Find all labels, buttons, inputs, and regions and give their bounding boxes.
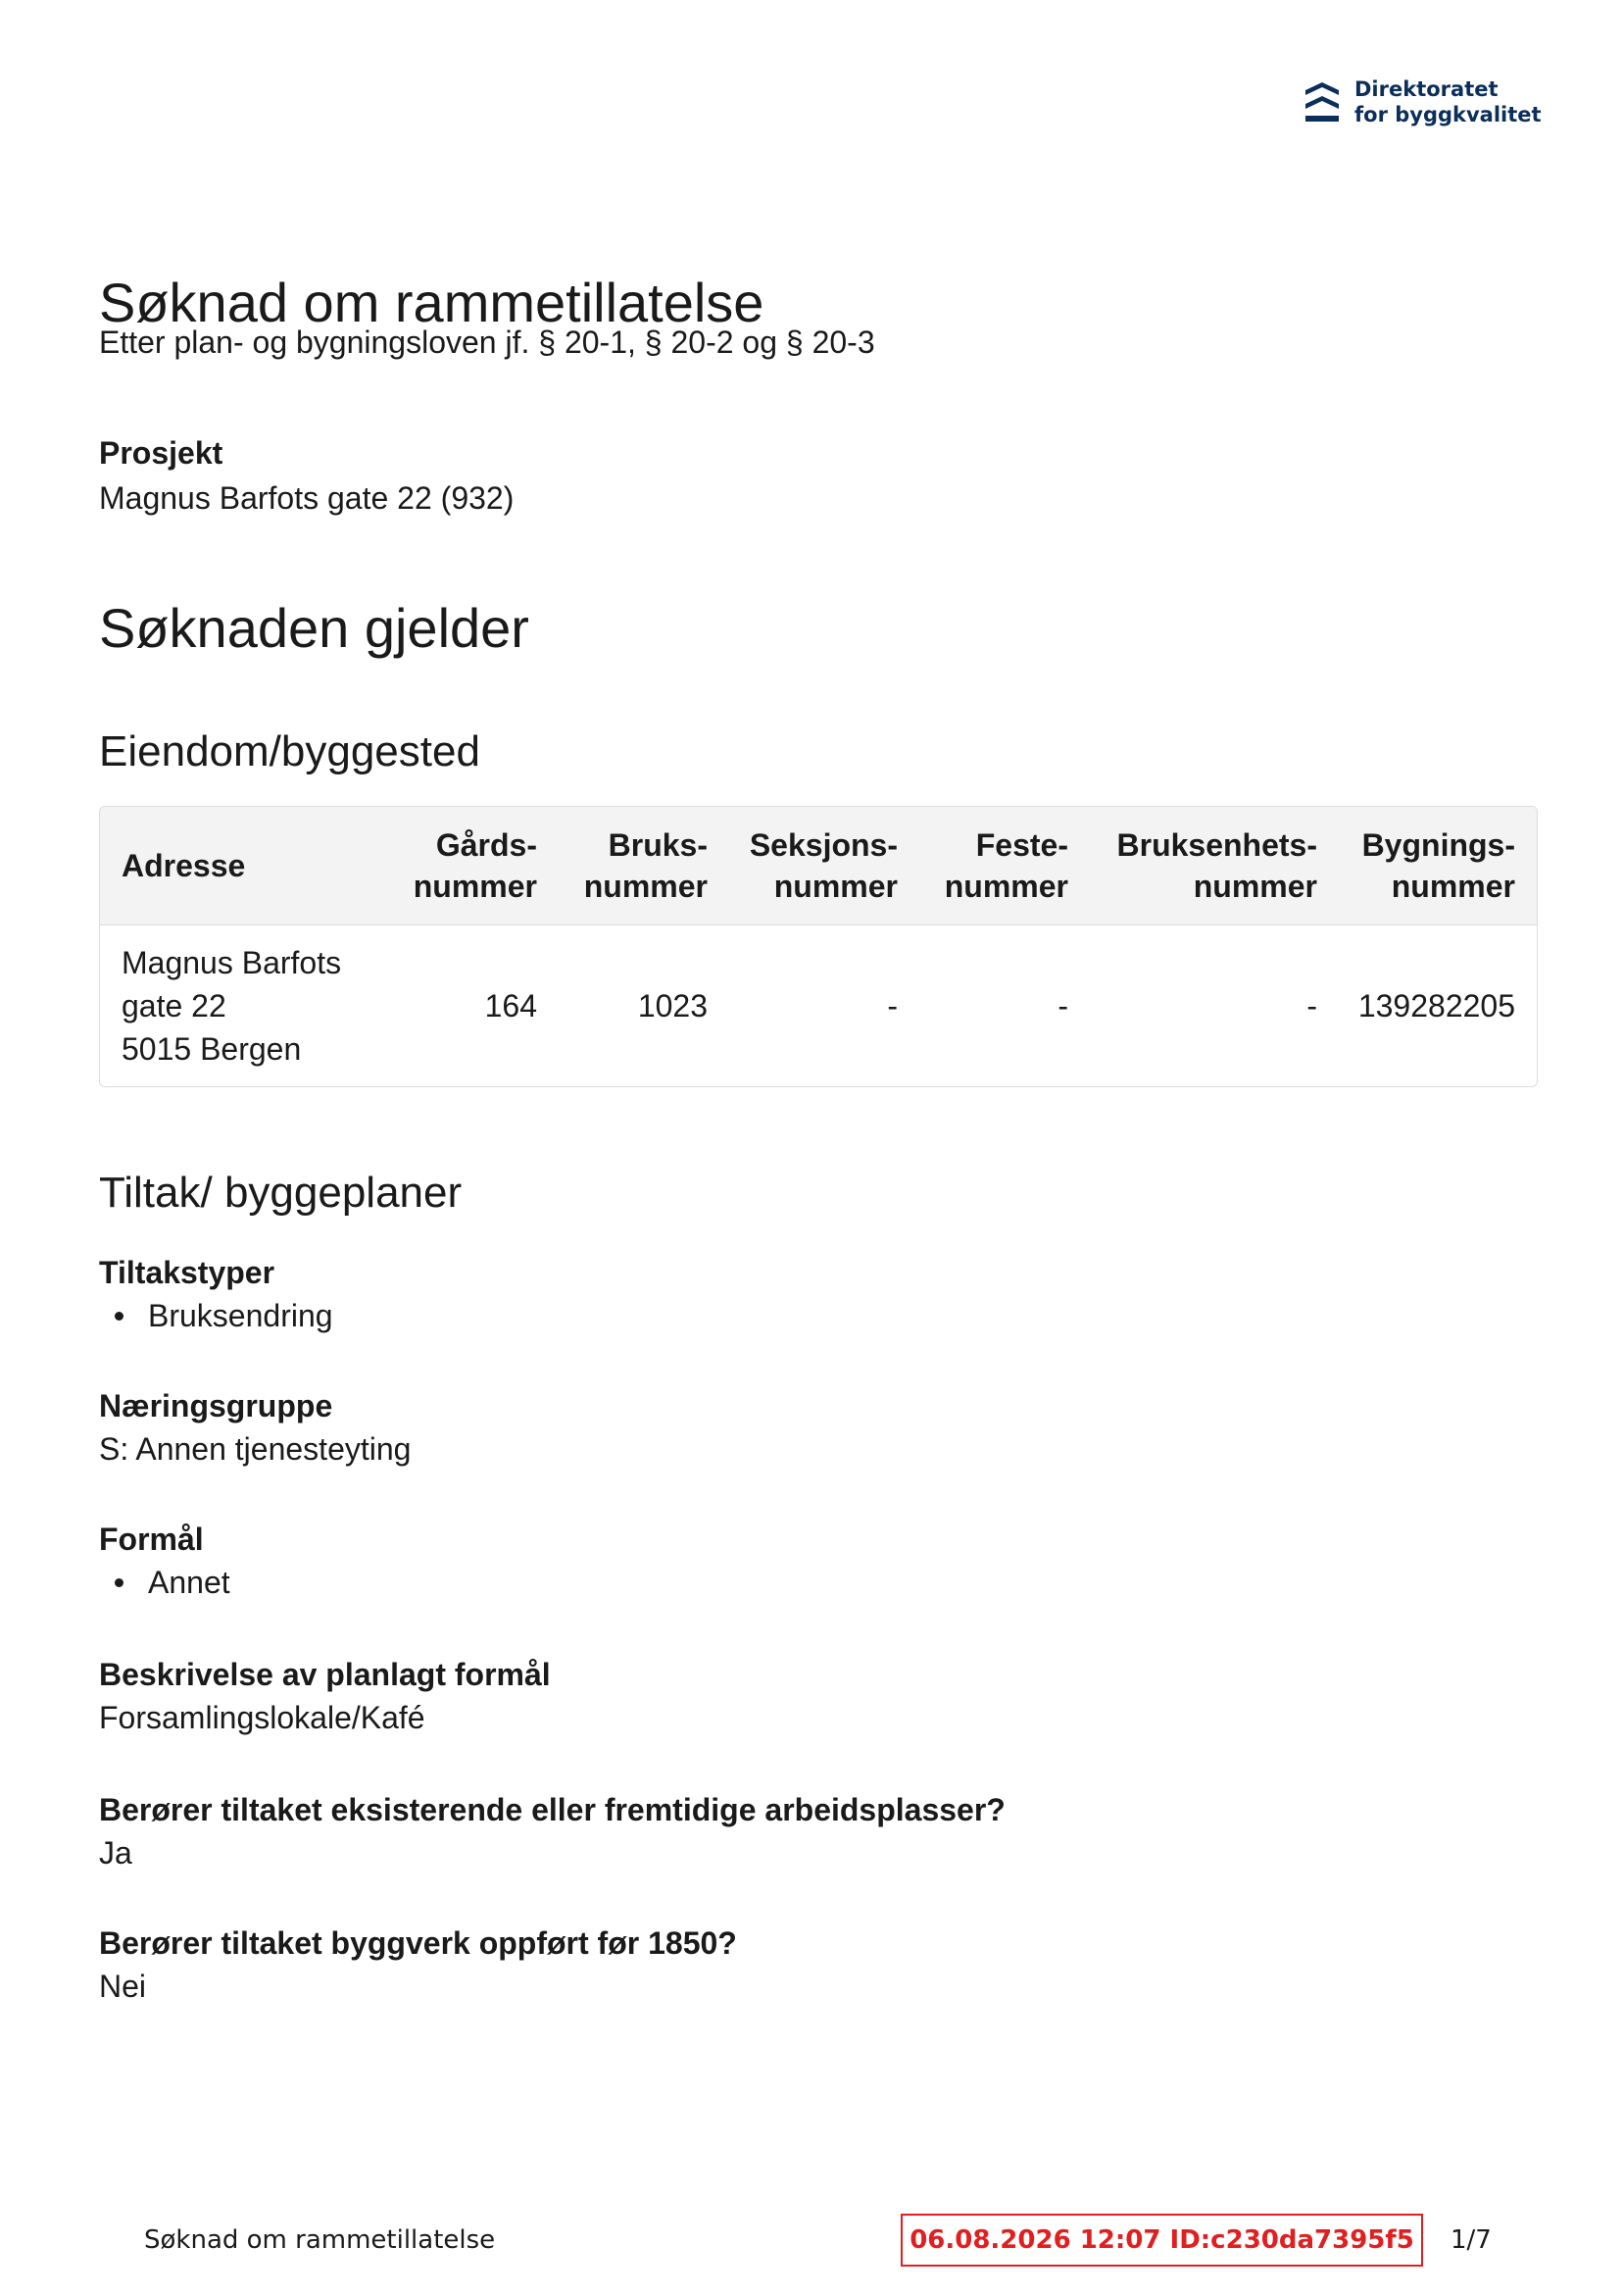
logo-line-1: Direktoratet (1354, 77, 1499, 101)
col-adresse: Adresse (100, 807, 388, 925)
list-item: Bruksendring (99, 1294, 333, 1337)
property-table (99, 806, 1538, 1087)
project-label: Prosjekt (99, 435, 223, 471)
cell-bruksenhetsnummer: - (1306, 988, 1317, 1023)
byggverk-value: Nei (99, 1969, 147, 2004)
list-item: Annet (99, 1561, 230, 1604)
col-seksjonsnummer: Seksjons- nummer (729, 807, 919, 925)
col-gardsnummer: Gårds- nummer (388, 807, 559, 925)
arbeidsplasser-value: Ja (99, 1835, 132, 1871)
beskrivelse-label: Beskrivelse av planlagt formål (99, 1657, 551, 1692)
address-line: Magnus Barfots (122, 945, 342, 980)
footer-document-title: Søknad om rammetillatelse (144, 2225, 496, 2255)
logo (1303, 76, 1542, 127)
measures-heading: Tiltak/ byggeplaner (99, 1169, 463, 1217)
timestamp-id-stamp: 06.08.2026 12:07 ID:c230da7395f5 (901, 2214, 1423, 2267)
beskrivelse-value: Forsamlingslokale/Kafé (99, 1700, 425, 1735)
table-header-row (100, 807, 1537, 925)
cell-bruksnummer: 1023 (637, 988, 708, 1023)
naeringsgruppe-label: Næringsgruppe (99, 1388, 333, 1423)
page-number: 1/7 (1451, 2225, 1492, 2255)
cell-bygningsnummer: 139282205 (1357, 988, 1515, 1023)
formal-list (99, 1561, 230, 1604)
table-row (100, 925, 1537, 1086)
tiltakstyper-label: Tiltakstyper (99, 1255, 275, 1290)
address-line: 5015 Bergen (122, 1031, 302, 1067)
project-value: Magnus Barfots gate 22 (932) (99, 480, 515, 516)
document-title: Søknad om rammetillatelse (99, 272, 764, 333)
cell-adresse (100, 925, 388, 1086)
cell-gardsnummer: 164 (484, 988, 537, 1023)
property-heading: Eiendom/byggested (99, 727, 480, 775)
naeringsgruppe-value: S: Annen tjenesteyting (99, 1431, 412, 1467)
byggverk-label: Berører tiltaket byggverk oppført før 1850? (99, 1925, 737, 1961)
tiltakstyper-list (99, 1294, 333, 1337)
col-bruksenhetsnummer: Bruksenhets- nummer (1090, 807, 1339, 925)
section-heading-application: Søknaden gjelder (99, 597, 529, 659)
formal-label: Formål (99, 1522, 204, 1557)
col-bygningsnummer: Bygnings- nummer (1339, 807, 1537, 925)
arbeidsplasser-label: Berører tiltaket eksisterende eller fremtidige arbeidsplasser? (99, 1792, 1006, 1827)
cell-festenummer: - (1057, 988, 1068, 1023)
cell-seksjonsnummer: - (887, 988, 898, 1023)
col-festenummer: Feste- nummer (919, 807, 1090, 925)
address-line: gate 22 (122, 988, 226, 1023)
logo-line-2: for byggkvalitet (1354, 103, 1542, 126)
dibk-logo-icon (1303, 78, 1341, 125)
col-bruksnummer: Bruks- nummer (559, 807, 729, 925)
document-subtitle: Etter plan- og bygningsloven jf. § 20-1, § 20-2 og § 20-3 (99, 324, 875, 360)
logo-text (1354, 76, 1542, 127)
